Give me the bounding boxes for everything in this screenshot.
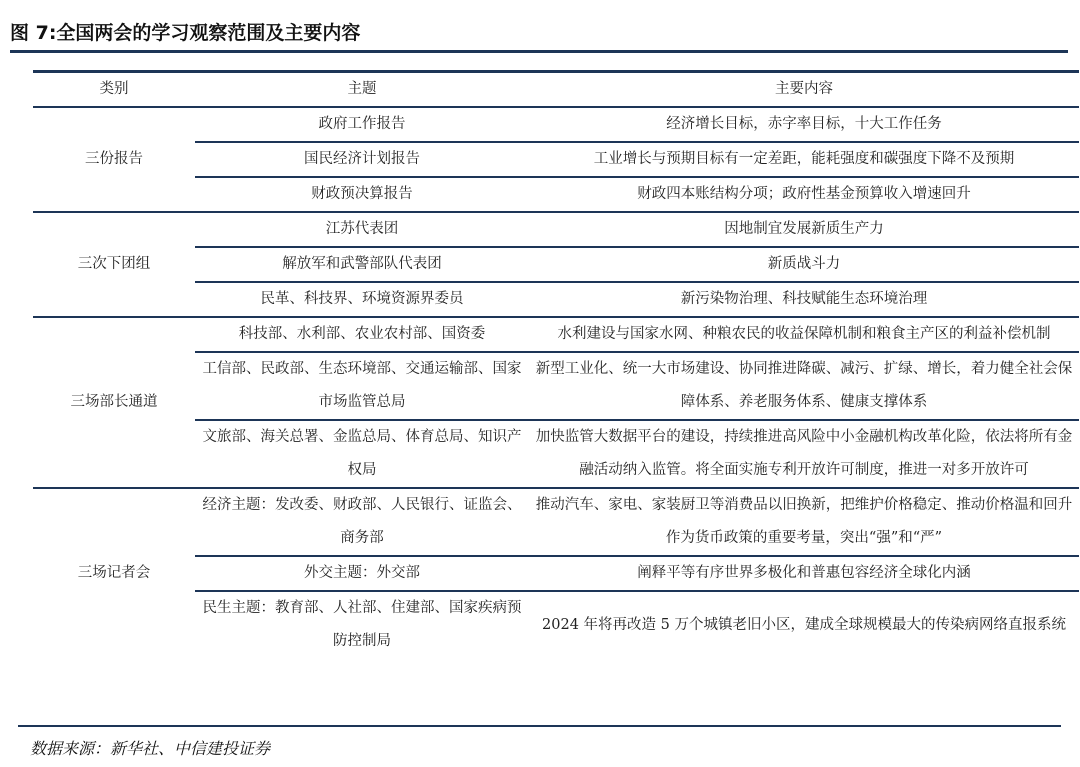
content-text: 水利建设与国家水网、种粮农民的收益保障机制和粮食主产区的利益补偿机制 — [557, 326, 1051, 342]
content-table — [33, 70, 1079, 658]
topic-cell: 解放军和武警部队代表团 — [195, 247, 529, 282]
content-cell — [529, 591, 1079, 658]
content-cell — [529, 352, 1079, 420]
topic-cell — [195, 352, 529, 420]
table-row — [33, 317, 1079, 352]
topic-text: 科技部、水利部、农业农村部、国资委 — [238, 326, 486, 342]
table-row — [33, 107, 1079, 142]
topic-cell: 外交主题：外交部 — [195, 556, 529, 591]
topic-cell — [195, 591, 529, 658]
content-cell: 新质战斗力 — [529, 247, 1079, 282]
content-cell: 因地制宜发展新质生产力 — [529, 212, 1079, 247]
content-cell — [529, 420, 1079, 488]
header-category: 类别 — [99, 81, 129, 97]
content-text: 2024 年将再改造 5 万个城镇老旧小区，建成全球规模最大的传染病网络直报系统 — [542, 616, 1066, 633]
content-cell: 阐释平等有序世界多极化和普惠包容经济全球化内涵 — [529, 556, 1079, 591]
topic-cell: 江苏代表团 — [195, 212, 529, 247]
topic-cell: 财政预决算报告 — [311, 186, 413, 202]
topic-text: 经济主题：发改委、财政部、人民银行、证监会、商务部 — [202, 497, 522, 546]
figure-title: 图 7:全国两会的学习观察范围及主要内容 — [10, 22, 361, 44]
content-cell: 新污染物治理、科技赋能生态环境治理 — [680, 291, 928, 307]
topic-cell: 民革、科技界、环境资源界委员 — [260, 291, 464, 307]
topic-cell: 国民经济计划报告 — [195, 142, 529, 177]
table-header-row — [33, 72, 1079, 108]
content-text: 推动汽车、家电、家装厨卫等消费品以旧换新，把维护价格稳定、推动价格温和回升作为货币政策的重要考量，突出“强”和“严” — [535, 497, 1073, 546]
topic-cell — [195, 317, 529, 352]
category-cell: 三场部长通道 — [33, 317, 195, 488]
topic-cell — [195, 488, 529, 556]
category-cell: 三份报告 — [33, 107, 195, 212]
bottom-divider — [18, 725, 1061, 727]
content-cell — [529, 317, 1079, 352]
source-note: 数据来源：新华社、中信建投证券 — [30, 739, 271, 758]
topic-cell: 政府工作报告 — [195, 107, 529, 142]
table-row — [33, 212, 1079, 247]
content-cell: 工业增长与预期目标有一定差距，能耗强度和碳强度下降不及预期 — [529, 142, 1079, 177]
topic-cell — [195, 420, 529, 488]
topic-text: 民生主题：教育部、人社部、住建部、国家疾病预防控制局 — [202, 600, 522, 649]
content-cell: 财政四本账结构分项；政府性基金预算收入增速回升 — [637, 186, 971, 202]
topic-text: 文旅部、海关总署、金监总局、体育总局、知识产权局 — [202, 429, 522, 478]
header-topic: 主题 — [347, 81, 377, 97]
header-content: 主要内容 — [775, 81, 833, 97]
table-row — [33, 488, 1079, 556]
content-cell — [529, 488, 1079, 556]
title-divider — [10, 50, 1068, 53]
category-cell: 三次下团组 — [33, 212, 195, 317]
content-cell: 经济增长目标，赤字率目标，十大工作任务 — [529, 107, 1079, 142]
topic-text: 工信部、民政部、生态环境部、交通运输部、国家市场监管总局 — [202, 361, 522, 410]
content-text: 加快监管大数据平台的建设，持续推进高风险中小金融机构改革化险，依法将所有金融活动纳入监管。将全面实施专利开放许可制度，推进一对多开放许可 — [535, 429, 1073, 478]
content-text: 新型工业化、统一大市场建设、协同推进降碳、减污、扩绿、增长，着力健全社会保障体系、养老服务体系、健康支撑体系 — [535, 361, 1073, 410]
category-cell: 三场记者会 — [77, 565, 151, 581]
